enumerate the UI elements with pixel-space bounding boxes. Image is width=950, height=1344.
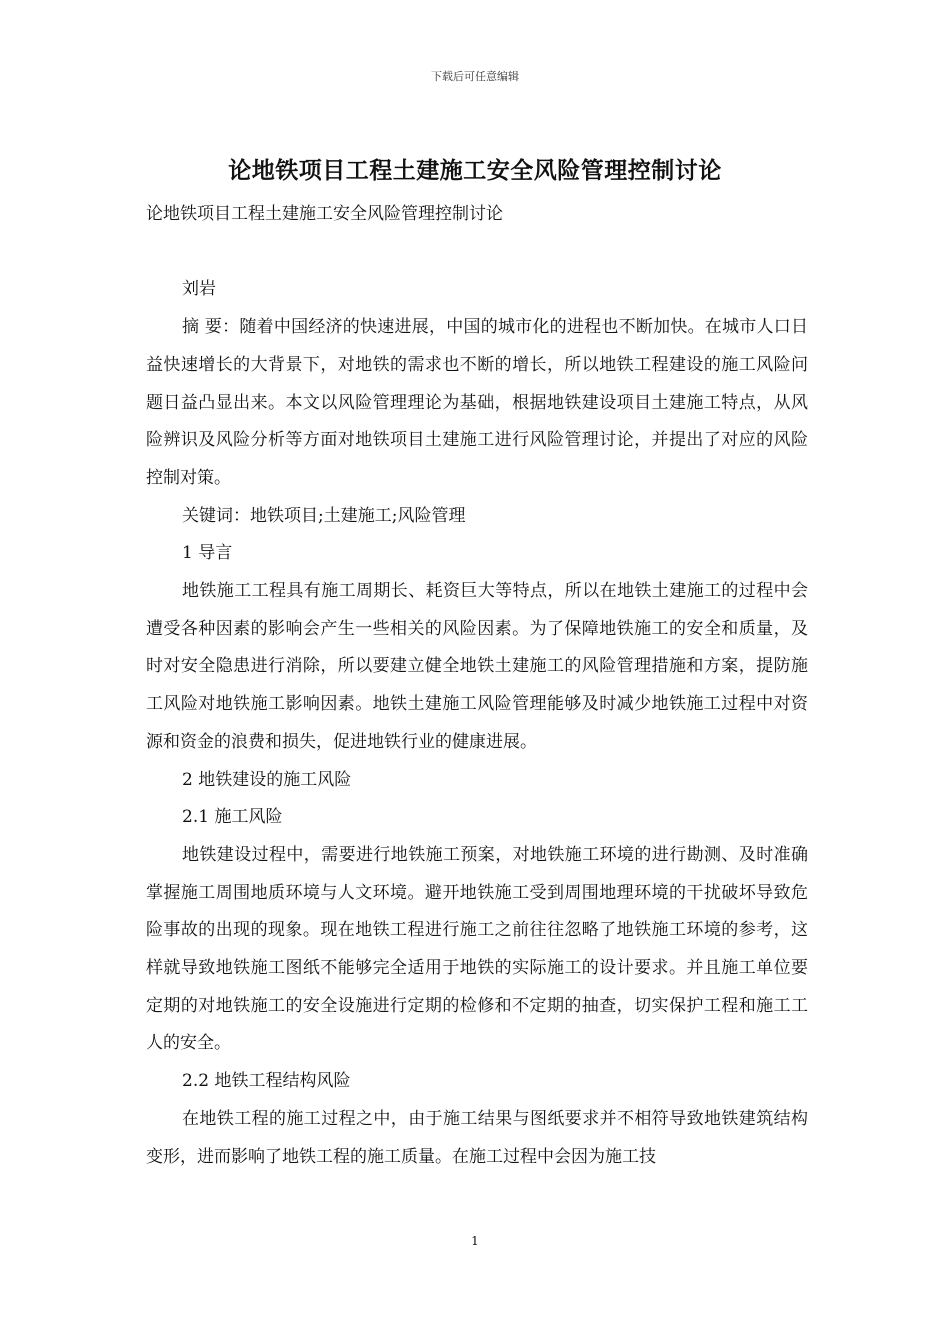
document-subtitle: 论地铁项目工程土建施工安全风险管理控制讨论 bbox=[146, 204, 503, 224]
section-1-paragraph: 地铁施工工程具有施工周期长、耗资巨大等特点，所以在地铁土建施工的过程中会遭受各种因素的影响会产生一些相关的风险因素。为了保障地铁施工的安全和质量，及时对安全隐患进行消除，所以要建立健全地铁土建施工的风险管理措施和方案，提防施工风险对地铁施工影响因素。地铁土建施工风险管理能够及时减少地铁施工过程中对资源和资金的浪费和损失，促进地铁行业的健康进展。 bbox=[146, 581, 808, 752]
document-body bbox=[146, 196, 808, 1176]
section-heading-2-2: 2.2 地铁工程结构风险 bbox=[182, 1071, 351, 1092]
page-header-note: 下载后可任意编辑 bbox=[431, 70, 519, 83]
section-heading-2: 2 地铁建设的施工风险 bbox=[182, 769, 352, 790]
section-heading-1: 1 导言 bbox=[182, 543, 233, 564]
section-2-1-paragraph: 地铁建设过程中，需要进行地铁施工预案，对地铁施工环境的进行勘测、及时准确掌握施工周围地质环境与人文环境。避开地铁施工受到周围地理环境的干扰破坏导致危险事故的出现的现象。现在地铁工程进行施工之前往往忽略了地铁施工环境的参考，这样就导致地铁施工图纸不能够完全适用于地铁的实际施工的设计要求。并且施工单位要定期的对地铁施工的安全设施进行定期的检修和不定期的抽查，切实保护工程和施工工人的安全。 bbox=[146, 844, 808, 1054]
page-number: 1 bbox=[471, 1234, 479, 1248]
keywords-line: 关键词：地铁项目;土建施工;风险管理 bbox=[182, 505, 466, 526]
abstract-paragraph: 摘 要：随着中国经济的快速进展，中国的城市化的进程也不断加快。在城市人口日益快速增长的大背景下，对地铁的需求也不断的增长，所以地铁工程建设的施工风险问题日益凸显出来。本文以风险管理理论为基础，根据地铁建设项目土建施工特点，从风险辨识及风险分析等方面对地铁项目土建施工进行风险管理讨论，并提出了对应的风险控制对策。 bbox=[146, 317, 808, 488]
section-2-2-paragraph: 在地铁工程的施工过程之中，由于施工结果与图纸要求并不相符导致地铁建筑结构变形，进而影响了地铁工程的施工质量。在施工过程中会因为施工技 bbox=[146, 1108, 808, 1167]
author-name: 刘岩 bbox=[182, 279, 216, 300]
document-title: 论地铁项目工程土建施工安全风险管理控制讨论 bbox=[228, 157, 722, 184]
section-heading-2-1: 2.1 施工风险 bbox=[182, 807, 283, 828]
